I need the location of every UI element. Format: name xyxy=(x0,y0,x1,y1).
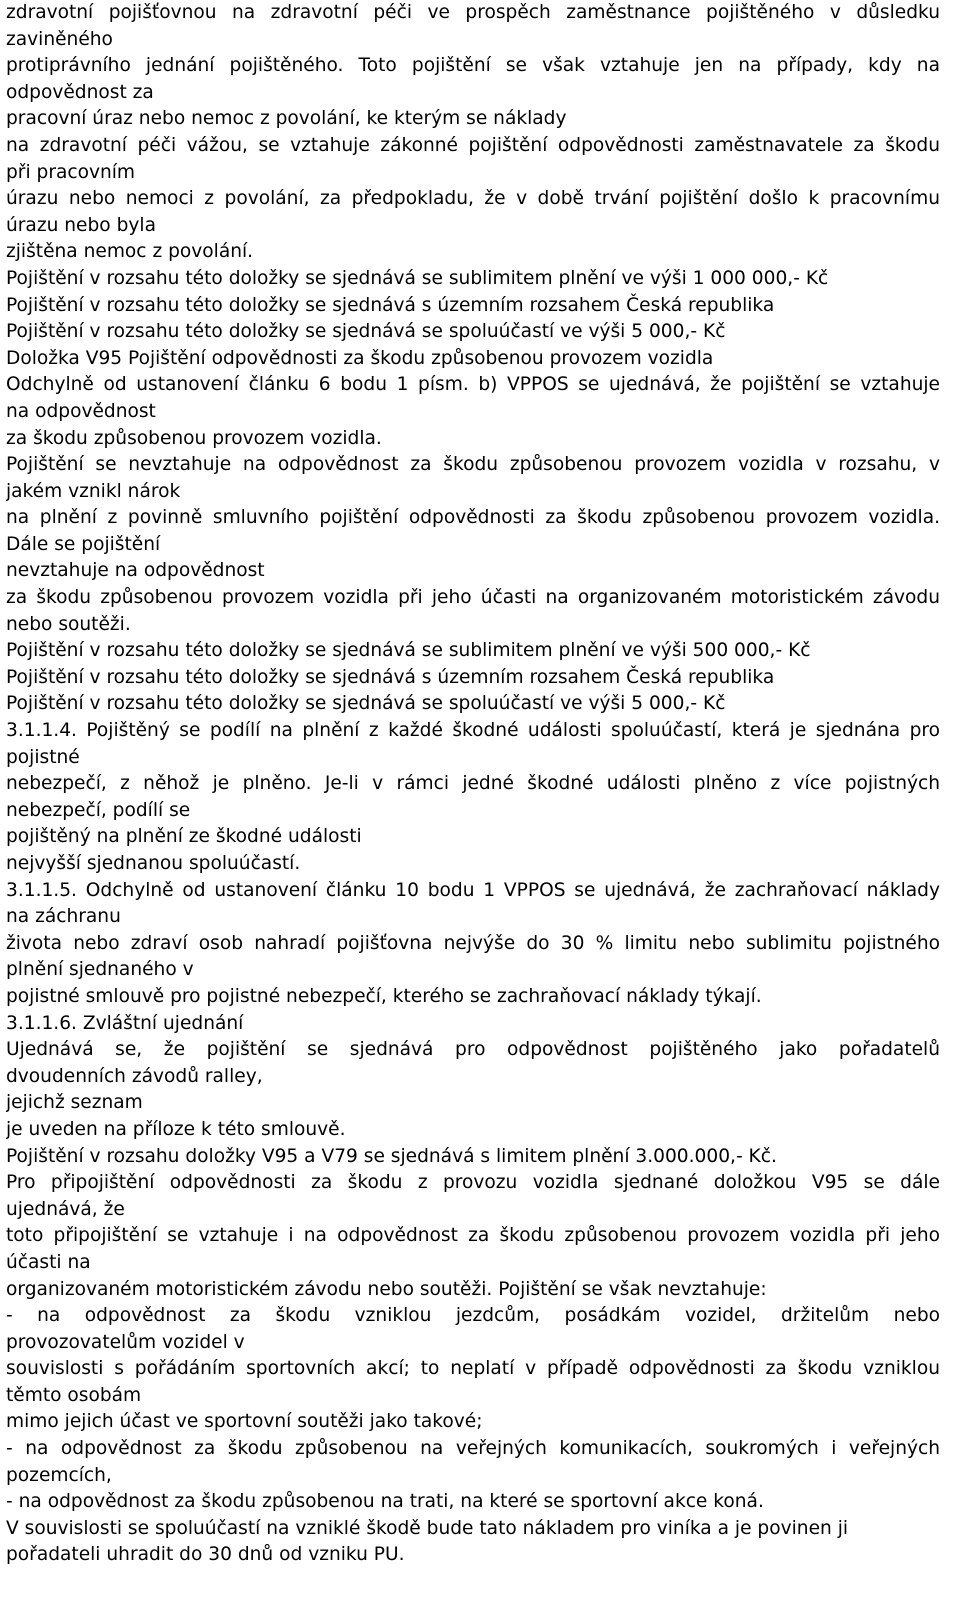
text-line: jejichž seznam xyxy=(6,1092,143,1114)
text-line: za škodu způsobenou provozem vozidla. xyxy=(6,427,382,449)
text-line: jakém vznikl nárok xyxy=(6,480,181,502)
text-line: nebezpečí, podílí se xyxy=(6,799,191,821)
text-line: protiprávního jednání pojištěného. Toto pojištění se však vztahuje jen na případy, kdy na xyxy=(6,55,940,77)
text-line: mimo jejich účast ve sportovní soutěži jako takové; xyxy=(6,1411,483,1433)
text-line: pojistné smlouvě pro pojistné nebezpečí, kterého se zachraňovací náklady týkají. xyxy=(6,985,762,1007)
text-line: organizovaném motoristickém závodu nebo soutěži. Pojištění se však nevztahuje: xyxy=(6,1278,767,1300)
text-line: dvoudenních závodů ralley, xyxy=(6,1065,263,1087)
text-line: těmto osobám xyxy=(6,1384,142,1406)
text-line: na odpovědnost xyxy=(6,400,156,422)
text-line: toto připojištění se vztahuje i na odpovědnost za škodu způsobenou provozem vozidla při jeho xyxy=(6,1225,940,1247)
text-line: při pracovním xyxy=(6,161,136,183)
text-line: na plnění z povinně smluvního pojištění odpovědnosti za škodu způsobenou provozem vozidla. xyxy=(6,507,940,529)
text-line: pořadateli uhradit do 30 dnů od vzniku PU. xyxy=(6,1544,405,1566)
text-line: nevztahuje na odpovědnost xyxy=(6,560,265,582)
text-line: ujednává, že xyxy=(6,1198,125,1220)
text-line: 3.1.1.5. Odchylně od ustanovení článku 10 bodu 1 VPPOS se ujednává, že zachraňovací náklady xyxy=(6,879,940,901)
text-line: pozemcích, xyxy=(6,1464,112,1486)
text-line: Pojištění v rozsahu této doložky se sjednává s územním rozsahem Česká republika xyxy=(6,294,775,316)
text-line: úrazu nebo byla xyxy=(6,214,156,236)
text-line: pojištěný na plnění ze škodné události xyxy=(6,826,362,848)
text-line: je uveden na příloze k této smlouvě. xyxy=(6,1118,346,1140)
text-line: - na odpovědnost za škodu způsobenou na veřejných komunikacích, soukromých i veřejných xyxy=(6,1438,940,1460)
text-line: V souvislosti se spoluúčastí na vzniklé škodě bude tato nákladem pro viníka a je povinen ji xyxy=(6,1517,849,1539)
text-line: pracovní úraz nebo nemoc z povolání, ke kterým se náklady xyxy=(6,108,567,130)
text-line: pojistné xyxy=(6,746,80,768)
text-line: - na odpovědnost za škodu vzniklou jezdcům, posádkám vozidel, držitelům nebo xyxy=(6,1305,940,1327)
text-line: Ujednává se, že pojištění se sjednává pro odpovědnost pojištěného jako pořadatelů xyxy=(6,1039,940,1061)
text-line: 3.1.1.6. Zvláštní ujednání xyxy=(6,1012,244,1034)
text-line: Pojištění v rozsahu této doložky se sjednává s územním rozsahem Česká republika xyxy=(6,666,775,688)
text-line: Pojištění v rozsahu této doložky se sjednává se spoluúčastí ve výši 5 000,- Kč xyxy=(6,693,726,715)
text-line: života nebo zdraví osob nahradí pojišťovna nejvýše do 30 % limitu nebo sublimitu pojistného xyxy=(6,932,940,954)
text-line: nebezpečí, z něhož je plněno. Je-li v rámci jedné škodné události plněno z více pojistných xyxy=(6,773,940,795)
text-line: nejvyšší sjednanou spoluúčastí. xyxy=(6,853,301,874)
text-line: souvislosti s pořádáním sportovních akcí; to neplatí v případě odpovědnosti za škodu vzniklou xyxy=(6,1358,940,1380)
text-line: Pojištění se nevztahuje na odpovědnost za škodu způsobenou provozem vozidla v rozsahu, v xyxy=(6,454,940,476)
text-line: Pro připojištění odpovědnosti za škodu z provozu vozidla sjednané doložkou V95 se dále xyxy=(6,1172,940,1194)
text-line: Dále se pojištění xyxy=(6,533,161,555)
text-line: Doložka V95 Pojištění odpovědnosti za škodu způsobenou provozem vozidla xyxy=(6,347,714,369)
text-line: 3.1.1.4. Pojištěný se podílí na plnění z každé škodné události spoluúčastí, která je sjednána pro xyxy=(6,720,940,742)
text-line: plnění sjednaného v xyxy=(6,959,194,981)
text-line: Pojištění v rozsahu této doložky se sjednává se sublimitem plnění ve výši 1 000 000,- Kč xyxy=(6,267,829,289)
text-line: na záchranu xyxy=(6,906,121,928)
text-line: Pojištění v rozsahu doložky V95 a V79 se sjednává s limitem plnění 3.000.000,- Kč. xyxy=(6,1145,777,1167)
text-line: úrazu nebo nemoci z povolání, za předpokladu, že v době trvání pojištění došlo k pracovnímu xyxy=(6,188,940,210)
text-line: účasti na xyxy=(6,1251,91,1273)
text-line: na zdravotní péči vážou, se vztahuje zákonné pojištění odpovědnosti zaměstnavatele za škodu xyxy=(6,134,940,156)
text-line: zaviněného xyxy=(6,28,113,50)
text-line: odpovědnost za xyxy=(6,81,154,103)
text-line: nebo soutěži. xyxy=(6,613,131,635)
text-line: Pojištění v rozsahu této doložky se sjednává se sublimitem plnění ve výši 500 000,- Kč xyxy=(6,640,811,662)
text-line: za škodu způsobenou provozem vozidla při jeho účasti na organizovaném motoristickém závodu xyxy=(6,587,940,609)
text-line: zdravotní pojišťovnou na zdravotní péči ve prospěch zaměstnance pojištěného v důsledku xyxy=(6,2,940,23)
text-line: provozovatelům vozidel v xyxy=(6,1331,245,1353)
text-line: zjištěna nemoc z povolání. xyxy=(6,241,254,263)
text-line: - na odpovědnost za škodu způsobenou na trati, na které se sportovní akce koná. xyxy=(6,1491,764,1513)
text-line: Odchylně od ustanovení článku 6 bodu 1 písm. b) VPPOS se ujednává, že pojištění se vztahuje xyxy=(6,374,940,396)
text-line: Pojištění v rozsahu této doložky se sjednává se spoluúčastí ve výši 5 000,- Kč xyxy=(6,321,726,343)
